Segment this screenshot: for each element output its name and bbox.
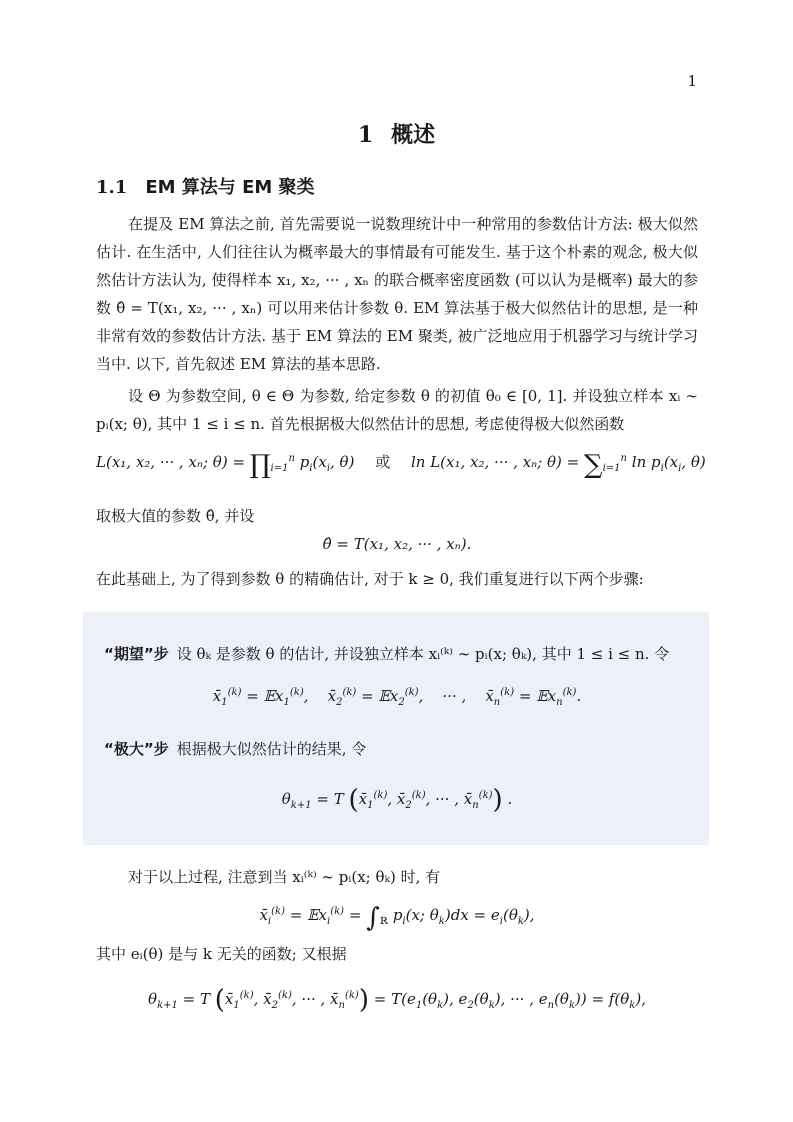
maximization-step-text: 根据极大似然估计的结果, 令 bbox=[176, 740, 367, 758]
setup-paragraph: 设 Θ 为参数空间, θ ∈ Θ 为参数, 给定参数 θ 的初值 θ₀ ∈ [0, 1]. 并设独立样本 xᵢ ∼ pᵢ(x; θ), 其中 1 ≤ i ≤ n. 首先根据极大似然估计的思想, 考虑使得极大似然函数 bbox=[96, 387, 698, 433]
observation-paragraph: 对于以上过程, 注意到当 xᵢ⁽ᵏ⁾ ∼ pᵢ(x; θₖ) 时, 有 bbox=[128, 868, 441, 886]
section-number: 1 bbox=[357, 122, 374, 148]
maximization-step bbox=[104, 735, 692, 763]
section-title-text: 概述 bbox=[391, 123, 436, 148]
maximization-step-label: “极大”步 bbox=[104, 740, 169, 758]
expectation-step bbox=[104, 640, 692, 668]
subsection-number: 1.1 bbox=[96, 177, 128, 198]
maximization-equation: $\theta_{k+1} = T$ ($x̄_1^{(k)}$, $x̄_2^{(k)}$, ··· , $x̄_n^{(k)}$) . bbox=[281, 785, 513, 815]
subsection-title bbox=[96, 173, 315, 199]
fixed-point-equation: $\theta_{k+1} = T$ ($x̄_1^{(k)}$, $x̄_2^{(k)}$, ··· , $x̄_n^{(k)}) = T(e_1(\theta_k)$, $e_2(\theta_k)$, ··· , $e_n(\theta_k)) = f(\theta_k)$, bbox=[148, 985, 646, 1015]
subsection-title-text: EM 算法与 EM 聚类 bbox=[145, 177, 315, 198]
expectation-step-label: “期望”步 bbox=[104, 645, 169, 663]
intro-paragraph: 在提及 EM 算法之前, 首先需要说一说数理统计中一种常用的参数估计方法: 极大似然估计. 在生活中, 人们往往认为概率最大的事情最有可能发生. 基于这个朴素的观念, 极大似然估计方法认为, 使得样本 x₁, x₂, ··· , xₙ 的联合概率密度函数 (可以认为是概率) 最大的参数 θ̂ = T(x₁, x₂, ··· , xₙ) 可以用来估计参数 θ. EM 算法基于极大似然估计的思想, 是一种非常有效的参数估计方法. 基于 EM 算法的 EM 聚类, 被广泛地应用于机器学习与统计学习当中. 以下, 首先叙述 EM 算法的基本思路. bbox=[96, 215, 698, 373]
expectation-integral-equation: $x̄_i^{(k)}$ = 𝔼x$_i^{(k)}$ = $\int_ℝ$ $p_i(x$; $\theta_k)dx = e_i(\theta_k)$, bbox=[259, 903, 535, 933]
argmax-paragraph: 取极大值的参数 θ̂, 并设 bbox=[96, 507, 255, 525]
expectation-step-text: 设 θₖ 是参数 θ 的估计, 并设独立样本 xᵢ⁽ᵏ⁾ ∼ pᵢ(x; θₖ), 其中 1 ≤ i ≤ n. 令 bbox=[176, 645, 670, 663]
iteration-paragraph: 在此基础上, 为了得到参数 θ 的精确估计, 对于 k ≥ 0, 我们重复进行以下两个步骤: bbox=[96, 570, 644, 588]
expectation-equation: $x̄_1^{(k)}$ = 𝔼x$_1^{(k)}$, $x̄_2^{(k)}$ = 𝔼x$_2^{(k)}$, ··· , $x̄_n^{(k)}$ = 𝔼x$_n^{(k)}$. bbox=[212, 687, 582, 708]
function-paragraph: 其中 eᵢ(θ) 是与 k 无关的函数; 又根据 bbox=[96, 945, 347, 963]
section-title bbox=[0, 118, 793, 149]
page-number: 1 bbox=[687, 72, 697, 90]
likelihood-equation: L(x₁, x₂, ··· , xₙ; $\theta) = \prod_{i=1}^n$ $p_i(x_i$, θ) 或 ln L(x₁, x₂, ··· , xₙ; $\theta) = \sum_{i=1}^n$ $\ln p_i(x_i$, θ) bbox=[96, 450, 706, 480]
estimator-equation: θ̂ = T(x₁, x₂, ··· , xₙ). bbox=[322, 535, 472, 553]
